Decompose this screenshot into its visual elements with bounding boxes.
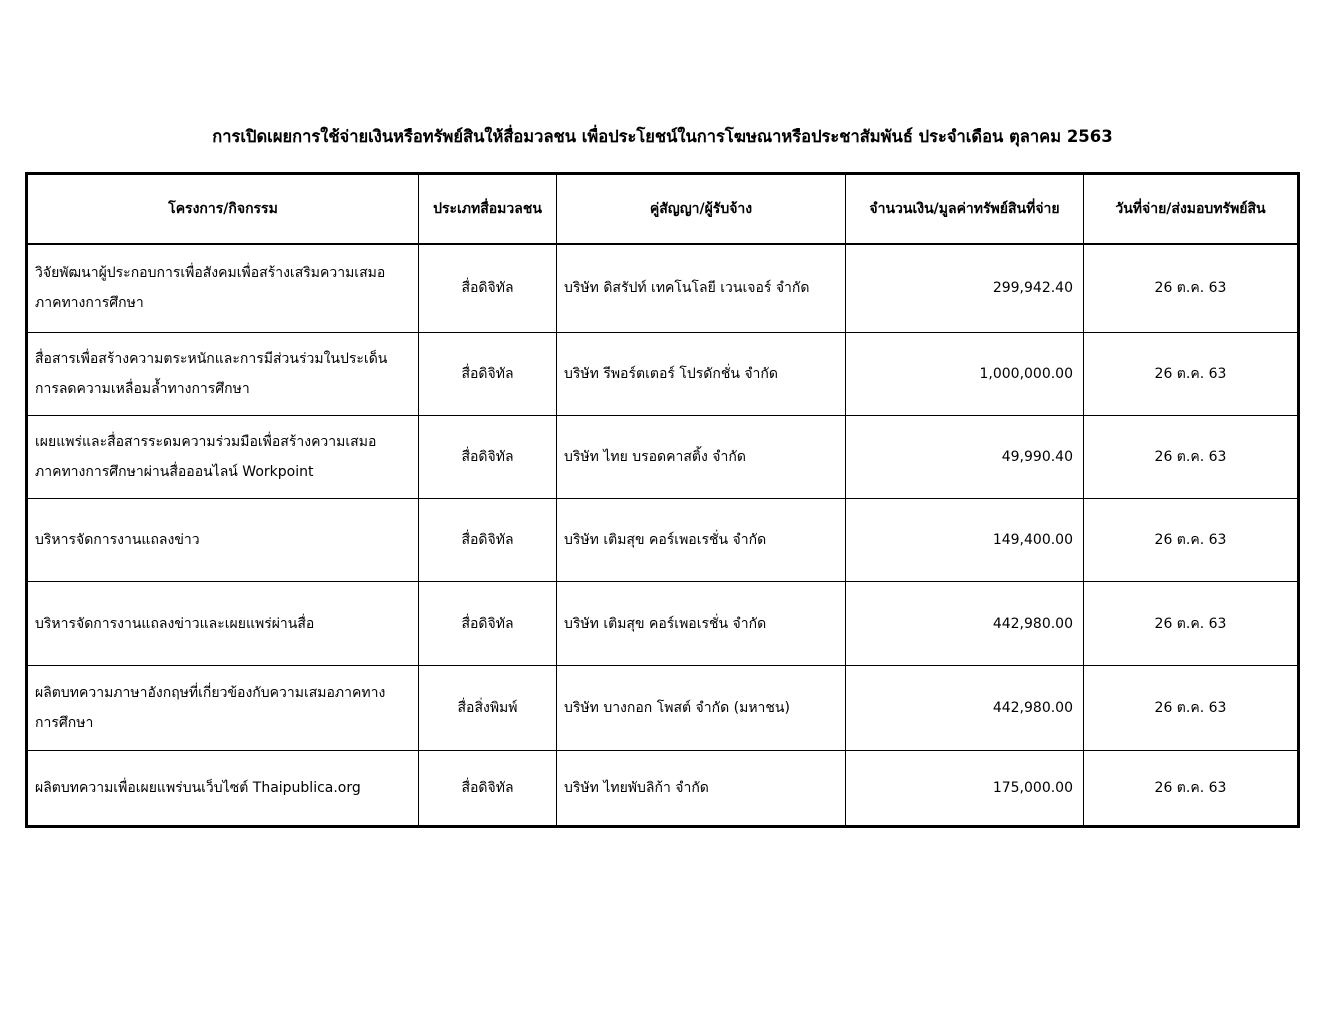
project-cell — [27, 416, 419, 499]
table-row — [27, 499, 1299, 582]
project-line: ภาคทางการศึกษา — [35, 295, 144, 312]
amount-cell: 49,990.40 — [846, 416, 1084, 499]
contractor-cell: บริษัท เติมสุข คอร์เพอเรชั่น จำกัด — [557, 499, 846, 582]
date-cell: 26 ต.ค. 63 — [1084, 333, 1299, 416]
date-cell: 26 ต.ค. 63 — [1084, 416, 1299, 499]
header-date: วันที่จ่าย/ส่งมอบทรัพย์สิน — [1084, 174, 1299, 244]
project-cell — [27, 666, 419, 751]
header-amount: จำนวนเงิน/มูลค่าทรัพย์สินที่จ่าย — [846, 174, 1084, 244]
project-line: ผลิตบทความเพื่อเผยแพร่บนเว็บไซต์ Thaipublica.org — [35, 780, 361, 796]
table-row — [27, 666, 1299, 751]
document-title: การเปิดเผยการใช้จ่ายเงินหรือทรัพย์สินให้สื่อมวลชน เพื่อประโยชน์ในการโฆษณาหรือประชาสัมพันธ์ ประจำเดือน ตุลาคม 2563 — [212, 127, 1113, 146]
date-cell: 26 ต.ค. 63 — [1084, 244, 1299, 333]
table-header-row — [27, 174, 1299, 244]
amount-cell: 442,980.00 — [846, 666, 1084, 751]
amount-cell: 299,942.40 — [846, 244, 1084, 333]
contractor-cell: บริษัท ดิสรัปท์ เทคโนโลยี เวนเจอร์ จำกัด — [557, 244, 846, 333]
project-line: บริหารจัดการงานแถลงข่าว — [35, 532, 200, 548]
media-type-cell: สื่อดิจิทัล — [419, 499, 557, 582]
contractor-cell: บริษัท รีพอร์ตเตอร์ โปรดักชั่น จำกัด — [557, 333, 846, 416]
media-type-cell: สื่อดิจิทัล — [419, 244, 557, 333]
date-cell: 26 ต.ค. 63 — [1084, 666, 1299, 751]
project-line: เผยแพร่และสื่อสารระดมความร่วมมือเพื่อสร้างความเสมอ — [35, 434, 377, 450]
project-line: การลดความเหลื่อมล้ำทางการศึกษา — [35, 381, 250, 397]
amount-cell: 175,000.00 — [846, 751, 1084, 827]
amount-cell: 149,400.00 — [846, 499, 1084, 582]
contractor-cell: บริษัท ไทย บรอดคาสติ้ง จำกัด — [557, 416, 846, 499]
amount-cell: 442,980.00 — [846, 582, 1084, 666]
contractor-cell: บริษัท บางกอก โพสต์ จำกัด (มหาชน) — [557, 666, 846, 751]
date-cell: 26 ต.ค. 63 — [1084, 499, 1299, 582]
project-cell — [27, 751, 419, 827]
project-cell — [27, 499, 419, 582]
amount-cell: 1,000,000.00 — [846, 333, 1084, 416]
project-cell — [27, 244, 419, 333]
disclosure-table — [25, 172, 1300, 828]
table-row — [27, 751, 1299, 827]
contractor-cell: บริษัท ไทยพับลิก้า จำกัด — [557, 751, 846, 827]
header-media-type: ประเภทสื่อมวลชน — [419, 174, 557, 244]
project-line: บริหารจัดการงานแถลงข่าวและเผยแพร่ผ่านสื่อ — [35, 615, 315, 632]
project-cell — [27, 333, 419, 416]
header-project: โครงการ/กิจกรรม — [27, 174, 419, 244]
project-line: ภาคทางการศึกษาผ่านสื่อออนไลน์ Workpoint — [35, 464, 314, 480]
media-type-cell: สื่อดิจิทัล — [419, 416, 557, 499]
project-cell — [27, 582, 419, 666]
media-type-cell: สื่อสิ่งพิมพ์ — [419, 666, 557, 751]
table-row — [27, 582, 1299, 666]
table-row — [27, 333, 1299, 416]
project-line: วิจัยพัฒนาผู้ประกอบการเพื่อสังคมเพื่อสร้างเสริมความเสมอ — [35, 265, 386, 282]
table-row — [27, 244, 1299, 333]
date-cell: 26 ต.ค. 63 — [1084, 582, 1299, 666]
media-type-cell: สื่อดิจิทัล — [419, 582, 557, 666]
project-line: สื่อสารเพื่อสร้างความตระหนักและการมีส่วนร่วมในประเด็น — [35, 351, 388, 367]
project-line: ผลิตบทความภาษาอังกฤษที่เกี่ยวข้องกับความเสมอภาคทาง — [35, 685, 386, 701]
header-contractor: คู่สัญญา/ผู้รับจ้าง — [557, 174, 846, 244]
media-type-cell: สื่อดิจิทัล — [419, 333, 557, 416]
table-row — [27, 416, 1299, 499]
project-line: การศึกษา — [35, 715, 94, 731]
contractor-cell: บริษัท เติมสุข คอร์เพอเรชั่น จำกัด — [557, 582, 846, 666]
date-cell: 26 ต.ค. 63 — [1084, 751, 1299, 827]
media-type-cell: สื่อดิจิทัล — [419, 751, 557, 827]
